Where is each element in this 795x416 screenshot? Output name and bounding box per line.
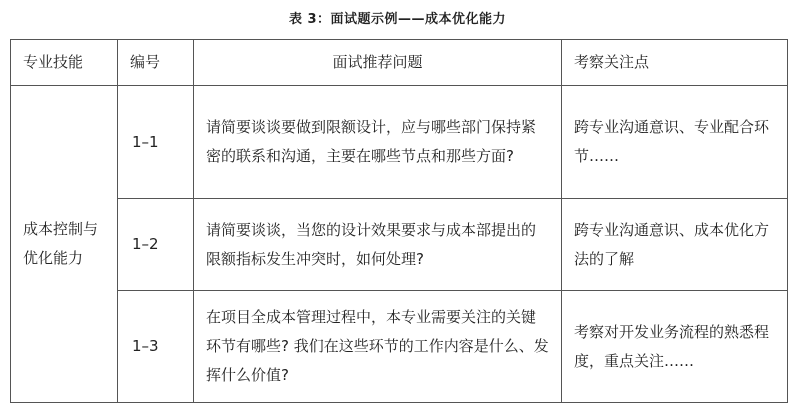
table-row (11, 199, 788, 291)
header-skill: 专业技能 (11, 40, 118, 86)
header-focus: 考察关注点 (562, 40, 788, 86)
table-row (11, 86, 788, 199)
row-question: 在项目全成本管理过程中，本专业需要关注的关键环节有哪些? 我们在这些环节的工作内容是什么、发挥什么价值? (194, 291, 562, 403)
row-number: 1–1 (118, 86, 194, 199)
table-caption: 表 3：面试题示例——成本优化能力 (288, 12, 507, 27)
row-question: 请简要谈谈，当您的设计效果要求与成本部提出的限额指标发生冲突时，如何处理? (194, 199, 562, 291)
table-header-row (11, 40, 788, 86)
skill-cell: 成本控制与优化能力 (11, 86, 118, 403)
row-question: 请简要谈谈要做到限额设计，应与哪些部门保持紧密的联系和沟通，主要在哪些节点和那些方面? (194, 86, 562, 199)
interview-question-table (10, 39, 788, 403)
row-focus: 跨专业沟通意识、成本优化方法的了解 (562, 199, 788, 291)
row-number: 1–2 (118, 199, 194, 291)
header-number: 编号 (118, 40, 194, 86)
row-number: 1–3 (118, 291, 194, 403)
header-question: 面试推荐问题 (194, 40, 562, 86)
row-focus: 考察对开发业务流程的熟悉程度，重点关注…… (562, 291, 788, 403)
row-focus: 跨专业沟通意识、专业配合环节…… (562, 86, 788, 199)
table-row (11, 291, 788, 403)
